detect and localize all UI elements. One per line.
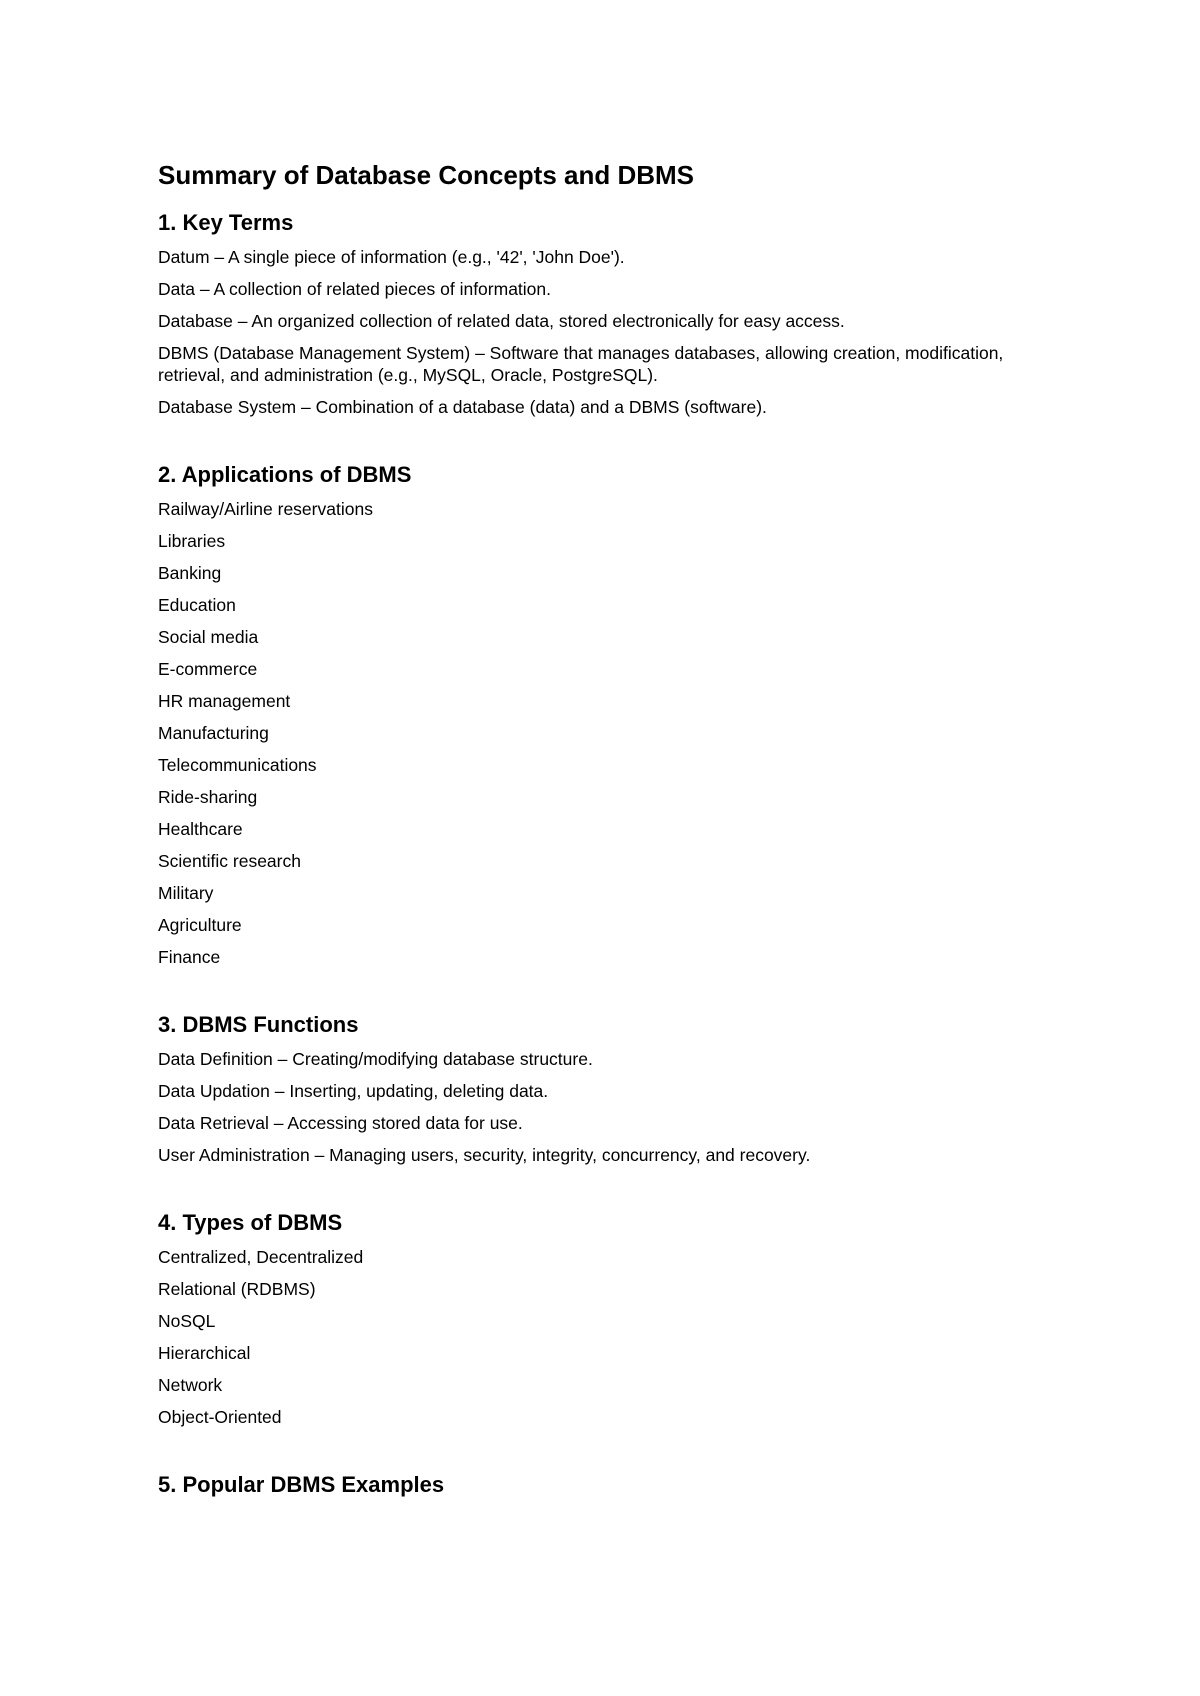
list-item: Object-Oriented xyxy=(158,1407,282,1427)
list-item: Centralized, Decentralized xyxy=(158,1247,364,1267)
list-item: Finance xyxy=(158,947,221,967)
function-item: Data Definition – Creating/modifying database structure. xyxy=(158,1049,593,1069)
section-heading: 3. DBMS Functions xyxy=(158,1012,359,1037)
list-item: Military xyxy=(158,883,214,903)
section-applications xyxy=(158,462,1058,968)
function-item: User Administration – Managing users, security, integrity, concurrency, and recovery. xyxy=(158,1145,811,1165)
list-item: HR management xyxy=(158,691,291,711)
list-item: Relational (RDBMS) xyxy=(158,1279,316,1299)
list-item: E-commerce xyxy=(158,659,258,679)
list-item: Libraries xyxy=(158,531,226,551)
list-item: Education xyxy=(158,595,236,615)
list-item: Scientific research xyxy=(158,851,301,871)
list-item: NoSQL xyxy=(158,1311,216,1331)
list-item: Agriculture xyxy=(158,915,242,935)
key-term-database: Database – An organized collection of related data, stored electronically for easy access. xyxy=(158,311,845,331)
section-heading: 1. Key Terms xyxy=(158,210,294,235)
list-item: Hierarchical xyxy=(158,1343,251,1363)
key-term-data: Data – A collection of related pieces of information. xyxy=(158,279,552,299)
section-heading: 2. Applications of DBMS xyxy=(158,462,412,487)
document-title: Summary of Database Concepts and DBMS xyxy=(158,160,695,190)
key-term-dbms: DBMS (Database Management System) – Software that manages databases, allowing creation, modification, retrieval, and administration (e.g., MySQL, Oracle, PostgreSQL). xyxy=(158,343,1004,385)
document-page xyxy=(158,160,1058,1508)
function-item: Data Retrieval – Accessing stored data for use. xyxy=(158,1113,523,1133)
section-heading: 4. Types of DBMS xyxy=(158,1210,343,1235)
key-term-database-system: Database System – Combination of a database (data) and a DBMS (software). xyxy=(158,397,767,417)
list-item: Banking xyxy=(158,563,222,583)
list-item: Ride-sharing xyxy=(158,787,258,807)
list-item: Manufacturing xyxy=(158,723,269,743)
function-item: Data Updation – Inserting, updating, deleting data. xyxy=(158,1081,549,1101)
section-types xyxy=(158,1210,1058,1428)
section-heading: 5. Popular DBMS Examples xyxy=(158,1472,445,1497)
section-popular-examples xyxy=(158,1472,1058,1498)
list-item: Social media xyxy=(158,627,259,647)
section-key-terms xyxy=(158,210,1058,418)
section-functions xyxy=(158,1012,1058,1166)
key-term-datum: Datum – A single piece of information (e.g., '42', 'John Doe'). xyxy=(158,247,625,267)
list-item: Healthcare xyxy=(158,819,243,839)
list-item: Network xyxy=(158,1375,223,1395)
list-item: Railway/Airline reservations xyxy=(158,499,373,519)
list-item: Telecommunications xyxy=(158,755,317,775)
